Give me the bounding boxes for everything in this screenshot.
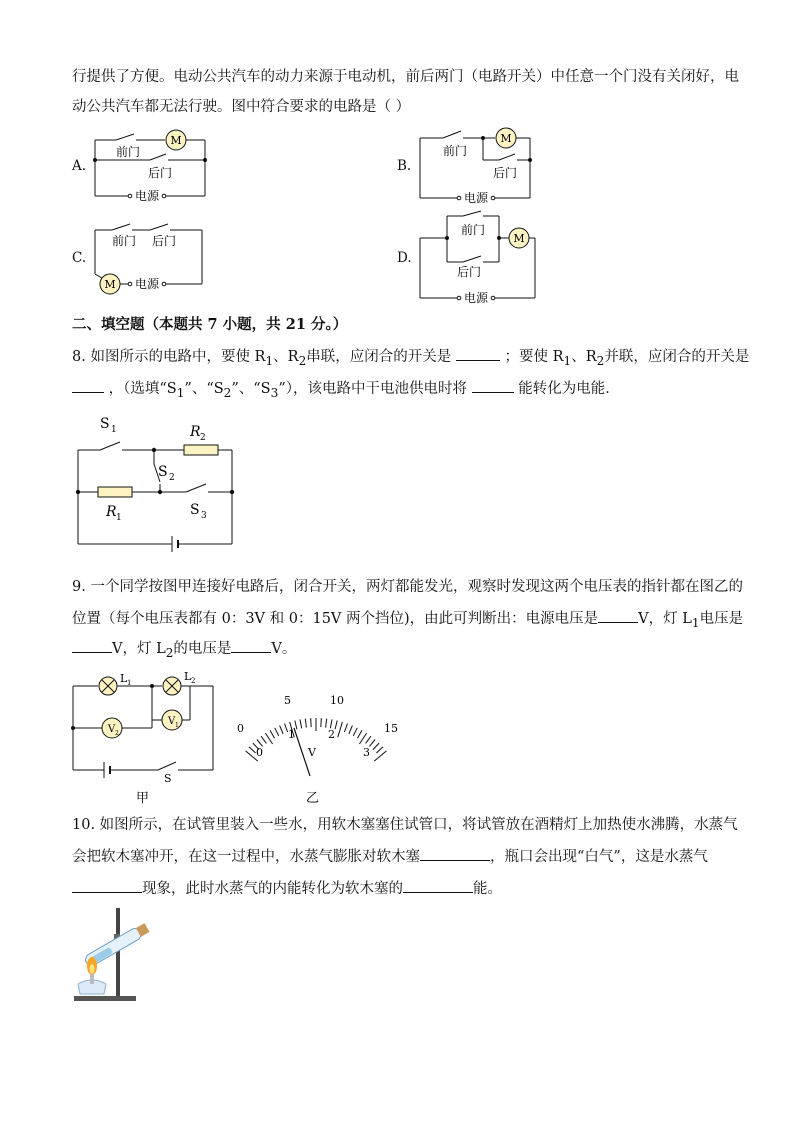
q8-text: ”、“S	[184, 381, 224, 397]
answer-blank-phenomenon[interactable]	[72, 878, 142, 893]
q9-line1: 9. 一个同学按图甲连接好电路后，闭合开关，两灯都能发光，观察时发现这两个电压表的指针都在图乙的	[72, 579, 743, 595]
lamp-l1-label: L	[120, 672, 128, 685]
subscript: 1	[265, 353, 274, 368]
dial-tick	[275, 728, 279, 736]
q8-line1	[72, 346, 749, 372]
dial-inner-1: 1	[288, 728, 295, 741]
switch-s-label: S	[164, 772, 172, 785]
q9-text: V。	[271, 641, 297, 657]
dial-tick	[376, 747, 383, 753]
option-a-label: A.	[72, 158, 87, 174]
q10-line1: 10. 如图所示，在试管里装入一些水，用软木塞塞住试管口，将试管放在酒精灯上加热使水沸腾，水蒸气	[72, 817, 738, 833]
power-label: 电源	[135, 189, 160, 203]
subscript: 1	[116, 513, 122, 523]
q8-text: ”、“S	[231, 381, 271, 397]
dial-tick	[261, 736, 266, 743]
test-tube-apparatus-image	[70, 906, 160, 1004]
dial-inner-2: 2	[328, 728, 335, 741]
dial-tick	[373, 743, 379, 750]
q9-voltmeter-dial	[228, 690, 408, 808]
back-door-label: 后门	[148, 166, 173, 180]
section-heading: 二、填空题（本题共 7 小题，共 21 分。）	[72, 316, 348, 333]
back-door-label: 后门	[457, 265, 482, 279]
dial-tick	[311, 718, 312, 727]
q8-text: 8. 如图所示的电路中，要使 R	[72, 349, 266, 365]
subscript: 1	[691, 615, 700, 630]
power-label: 电源	[135, 277, 160, 291]
q8-text: 、R	[273, 349, 299, 365]
q9-line3	[72, 638, 296, 664]
front-door-label: 前门	[112, 234, 137, 248]
motor-label: M	[513, 232, 525, 245]
dial-unit: V	[308, 746, 316, 759]
q9-text: V，灯 L	[112, 641, 166, 657]
q9-text: 电压是	[699, 611, 744, 627]
dial-tick	[344, 724, 347, 733]
switch-s2-label: S	[158, 464, 168, 480]
dial-tick	[338, 722, 343, 737]
q8-text: ；要使 R	[504, 349, 564, 365]
subscript: 2	[298, 353, 307, 368]
resistor-r1-label: R	[106, 504, 117, 520]
q8-circuit-diagram	[72, 412, 242, 557]
dial-tick	[326, 719, 327, 728]
subscript: 2	[223, 385, 232, 400]
dial-outer-0: 0	[237, 722, 244, 735]
subscript: 2	[169, 473, 175, 483]
subscript: 1	[111, 425, 117, 435]
answer-blank-source-voltage[interactable]	[598, 608, 638, 623]
dial-tick	[353, 728, 357, 736]
motor-label: M	[170, 134, 182, 147]
subscript: 3	[201, 511, 207, 521]
resistor-r2-label: R	[190, 424, 201, 440]
q10-text: 能。	[473, 881, 502, 897]
front-door-label: 前门	[461, 223, 486, 237]
dial-tick	[369, 740, 375, 747]
answer-blank-l1-voltage[interactable]	[72, 638, 112, 653]
dial-tick	[300, 719, 302, 728]
subscript: 1	[176, 385, 185, 400]
subscript: 2	[165, 645, 174, 660]
q9-line2	[72, 608, 743, 634]
voltmeter-v2-label: V	[108, 724, 116, 735]
q10-text: 会把软木塞冲开，在这一过程中，水蒸气膨胀对软木塞	[72, 849, 420, 865]
q10-line2	[72, 846, 708, 868]
q10-line3	[72, 878, 502, 900]
answer-blank-series[interactable]	[456, 346, 500, 361]
motor-label: M	[500, 132, 512, 145]
switch-s3-label: S	[190, 502, 200, 518]
option-b-label: B.	[397, 158, 412, 174]
back-door-label: 后门	[493, 166, 518, 180]
circuit-option-b	[415, 126, 545, 208]
q8-line2	[72, 378, 620, 404]
subscript: 2	[596, 353, 605, 368]
q10-text: 现象，此时水蒸气的内能转化为软木塞的	[142, 881, 403, 897]
dial-inner-3: 3	[363, 746, 370, 759]
circuit-option-a	[90, 128, 210, 208]
answer-blank-l2-voltage[interactable]	[231, 638, 271, 653]
dial-tick	[321, 718, 322, 727]
option-c-label: C.	[72, 250, 87, 266]
q9-text: 的电压是	[173, 641, 232, 657]
dial-outer-15: 15	[384, 722, 398, 735]
dial-tick	[359, 733, 366, 744]
q8-text: ，（选填“S	[108, 381, 177, 397]
dial-tick	[270, 730, 275, 738]
dial-tick	[366, 736, 371, 743]
voltmeter-v1-label: V	[168, 716, 176, 727]
dial-tick	[305, 719, 306, 728]
lamp-l2-label: L	[184, 670, 192, 683]
q7-line2: 动公共汽车都无法行驶。图中符合要求的电路是（ ）	[72, 99, 411, 115]
q9-circuit-jia	[68, 668, 218, 808]
dial-inner-0: 0	[256, 746, 263, 759]
dial-outer-10: 10	[330, 694, 344, 707]
q9-text: V，灯 L	[638, 611, 692, 627]
subscript: 2	[200, 433, 206, 443]
subscript: 2	[115, 730, 119, 737]
dial-tick	[358, 730, 363, 738]
q10-text: ，瓶口会出现“白气”，这是水蒸气	[490, 849, 708, 865]
q9-text: 位置（每个电压表都有 0：3V 和 0：15V 两个挡位)，由此可判断出：电源电压是	[72, 611, 599, 627]
subscript: 3	[270, 385, 279, 400]
subscript: 1	[175, 722, 179, 729]
figure-caption-yi: 乙	[306, 791, 320, 806]
dial-tick	[330, 719, 332, 728]
q8-text: 串联，应闭合的开关是	[306, 349, 452, 365]
subscript: 1	[563, 353, 572, 368]
answer-blank-work[interactable]	[420, 846, 490, 861]
motor-label: M	[104, 278, 116, 291]
subscript: 2	[191, 677, 196, 685]
dial-tick	[374, 751, 386, 761]
dial-tick	[349, 726, 353, 734]
power-label: 电源	[464, 191, 489, 205]
switch-s1-label: S	[100, 416, 110, 432]
dial-outer-5: 5	[284, 694, 291, 707]
circuit-option-c	[90, 220, 210, 300]
subscript: 1	[127, 679, 132, 687]
dial-tick	[335, 721, 337, 730]
dial-tick	[295, 721, 297, 730]
answer-blank-parallel[interactable]	[72, 378, 104, 393]
answer-blank-energy[interactable]	[472, 378, 514, 393]
circuit-option-d	[415, 210, 545, 310]
dial-tick	[265, 733, 272, 744]
front-door-label: 前门	[443, 144, 468, 158]
figure-caption-jia: 甲	[136, 791, 150, 806]
q7-line1: 行提供了方便。电动公共汽车的动力来源于电动机，前后两门（电路开关）中任意一个门没有关闭好，电	[72, 69, 739, 85]
q8-text: ”），该电路中干电池供电时将	[278, 381, 467, 397]
back-door-label: 后门	[152, 234, 177, 248]
dial-tick	[280, 726, 284, 734]
front-door-label: 前门	[116, 145, 141, 159]
dial-tick	[249, 747, 256, 753]
q8-text: 并联，应闭合的开关是	[604, 349, 750, 365]
option-d-label: D.	[397, 250, 412, 266]
q8-text: 、R	[571, 349, 597, 365]
answer-blank-energy-form[interactable]	[403, 878, 473, 893]
power-label: 电源	[464, 291, 489, 305]
q8-text: 能转化为电能．	[518, 381, 620, 397]
